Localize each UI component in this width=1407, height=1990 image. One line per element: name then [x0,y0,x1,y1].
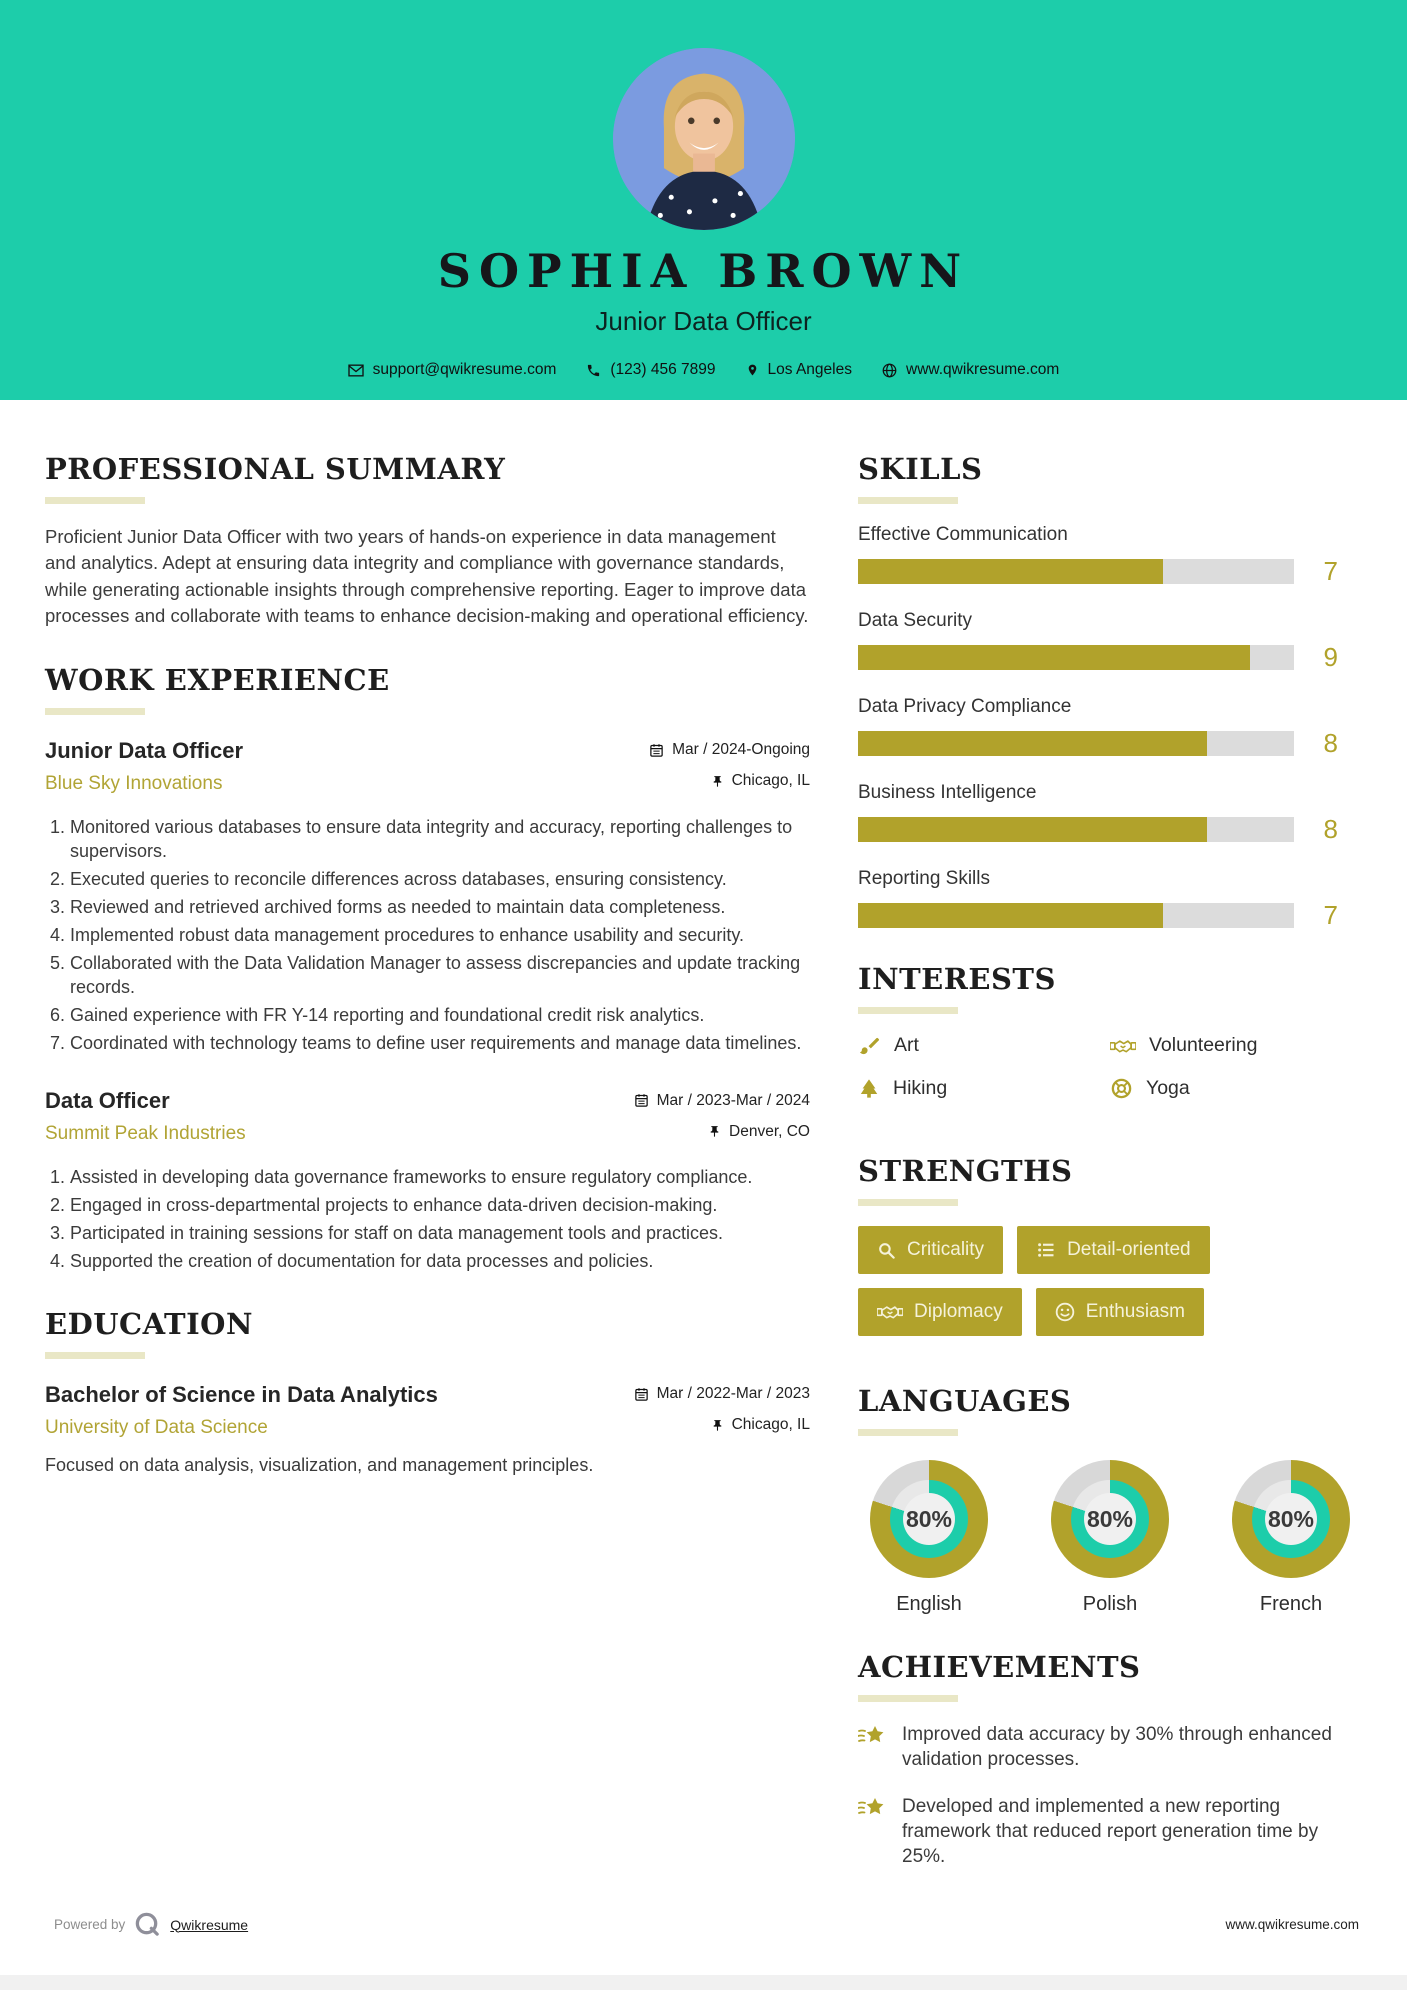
calendar-icon [634,1093,649,1108]
job-location [708,1123,810,1141]
section-summary [45,452,810,629]
achievement-text: Improved data accuracy by 30% through enhanced validation processes. [902,1724,1332,1771]
skill-value: 7 [1323,900,1338,930]
contact-website[interactable] [882,361,1059,379]
language-donut-chart [870,1460,988,1578]
strength-label: Diplomacy [914,1301,1003,1322]
magnifier-icon [877,1241,896,1260]
contact-location [746,361,852,379]
strength-badge-enthusiasm [1036,1288,1204,1336]
section-languages [858,1384,1362,1616]
job-bullet: 3. Reviewed and retrieved archived forms as needed to maintain data completeness. [70,895,810,919]
job-bullet-list [45,815,810,1056]
contact-location-text: Los Angeles [767,361,852,378]
contact-phone-text: (123) 456 7899 [610,361,716,378]
achievement-item [858,1722,1362,1773]
interest-item-yoga [1110,1077,1362,1100]
skill-item [858,696,1362,756]
strengths-heading: STRENGTHS [858,1154,1073,1188]
job-entry [45,735,810,1055]
strength-label: Detail-oriented [1067,1239,1191,1260]
language-label: French [1259,1593,1323,1615]
strength-badge-diplomacy [858,1288,1022,1336]
skill-item [858,610,1362,670]
globe-icon [882,363,897,378]
job-company: Blue Sky Innovations [45,772,223,794]
achievements-heading: ACHIEVEMENTS [858,1650,1141,1684]
skill-item [858,868,1362,928]
job-location [711,772,810,790]
list-icon [1036,1241,1056,1259]
wheel-icon [1110,1077,1133,1100]
interest-label: Volunteering [1149,1034,1258,1056]
job-bullet: 6. Gained experience with FR Y-14 reporting and foundational credit risk analytics. [70,1003,810,1027]
contact-email-text: support@qwikresume.com [372,361,557,378]
strength-label: Criticality [907,1239,985,1260]
strength-badge-detail-oriented [1017,1226,1210,1274]
skill-label: Effective Communication [858,524,1068,545]
job-location-text: Denver, CO [729,1122,810,1140]
skill-item [858,524,1362,584]
school-name: University of Data Science [45,1416,268,1438]
section-achievements [858,1650,1362,1869]
language-item-polish [1045,1460,1175,1616]
job-bullet-list [45,1165,810,1273]
skills-heading: SKILLS [858,452,983,486]
job-dates [634,1092,810,1110]
job-dates-text: Mar / 2023-Mar / 2024 [656,1091,810,1109]
education-location-text: Chicago, IL [731,1416,810,1434]
skill-bar [858,645,1294,670]
interests-heading: INTERESTS [858,962,1056,996]
skill-label: Data Privacy Compliance [858,696,1072,717]
skill-label: Data Security [858,610,973,631]
header [0,0,1407,400]
education-description: Focused on data analysis, visualization, and management principles. [45,1454,594,1475]
section-interests [858,962,1362,1120]
education-dates-text: Mar / 2022-Mar / 2023 [656,1385,810,1403]
contact-email[interactable] [348,361,557,379]
job-title: Data Officer [45,1088,170,1114]
interest-item-art [858,1034,1110,1057]
education-dates [634,1385,810,1403]
job-location-text: Chicago, IL [731,772,810,790]
summary-text: Proficient Junior Data Officer with two years of hands-on experience in data management and analytics. Adept at ensuring data integrity and compliance with governance standards, while generating actionable insights through comprehensive reporting. Eager to improve data processes and collaborate with teams to enhance decision-making and operational efficiency. [45,526,809,626]
skill-label: Business Intelligence [858,782,1037,803]
job-bullet: 1. Assisted in developing data governance frameworks to ensure regulatory compliance. [70,1165,810,1189]
smiley-icon [1055,1302,1075,1322]
skill-value: 8 [1323,814,1338,844]
contact-row [0,361,1407,379]
section-education [45,1307,810,1478]
language-item-french [1226,1460,1356,1616]
footer-website: www.qwikresume.com [1225,1917,1359,1932]
heading-underline [858,497,958,504]
skill-label: Reporting Skills [858,868,990,889]
heading-underline [858,1429,958,1436]
pushpin-icon [708,1124,721,1139]
pushpin-icon [711,774,724,789]
job-bullet: 4. Supported the creation of documentation for data processes and policies. [70,1249,810,1273]
job-bullet: 2. Engaged in cross-departmental projects to enhance data-driven decision-making. [70,1193,810,1217]
person-title: Junior Data Officer [595,306,812,336]
interest-item-volunteering [1110,1034,1362,1057]
skill-bar [858,731,1294,756]
tree-icon [858,1077,880,1100]
achievement-text: Developed and implemented a new reporting framework that reduced report generation time by 25%. [902,1795,1319,1868]
job-bullet: 7. Coordinated with technology teams to define user requirements and manage data timelines. [70,1031,810,1055]
job-entry [45,1086,810,1274]
job-company: Summit Peak Industries [45,1123,246,1145]
language-label: English [896,1593,962,1615]
calendar-icon [649,743,664,758]
location-pin-icon [746,362,759,378]
shooting-star-icon [858,1724,888,1750]
heading-underline [858,1007,958,1014]
section-skills [858,452,1362,928]
section-strengths [858,1154,1362,1350]
interest-label: Hiking [893,1077,948,1099]
footer [54,1911,1359,1938]
section-work-experience [45,663,810,1273]
language-donut-chart [1051,1460,1169,1578]
main-content [0,400,1407,1903]
contact-phone[interactable] [586,361,715,379]
skill-bar [858,559,1294,584]
handshake-icon [1110,1036,1136,1056]
education-location [711,1416,810,1434]
job-bullet: 5. Collaborated with the Data Validation Manager to assess discrepancies and update tracking records. [70,951,810,999]
education-heading: EDUCATION [45,1307,253,1342]
person-name: SOPHIA BROWN [437,244,970,298]
heading-underline [858,1199,958,1206]
skill-bar [858,817,1294,842]
job-bullet: 4. Implemented robust data management procedures to enhance usability and security. [70,923,810,947]
language-item-english [864,1460,994,1616]
job-bullet: 2. Executed queries to reconcile differences across databases, ensuring consistency. [70,867,810,891]
powered-by-label: Powered by [54,1917,126,1932]
paintbrush-icon [858,1034,881,1057]
summary-heading: PROFESSIONAL SUMMARY [45,452,506,486]
page-bottom-strip [0,1975,1407,1990]
language-label: Polish [1082,1593,1138,1615]
job-bullet: 1. Monitored various databases to ensure data integrity and accuracy, reporting challenges to supervisors. [70,815,810,863]
job-bullet: 3. Participated in training sessions for staff on data management tools and practices. [70,1221,810,1245]
pushpin-icon [711,1418,724,1433]
interest-label: Art [894,1034,919,1056]
job-title: Junior Data Officer [45,737,244,763]
language-donut-chart [1232,1460,1350,1578]
qwikresume-logo-icon [134,1911,161,1938]
right-column [858,452,1362,1903]
language-percent: 80% [1084,1493,1136,1545]
contact-website-text: www.qwikresume.com [906,361,1060,378]
languages-heading: LANGUAGES [858,1384,1072,1418]
degree-title: Bachelor of Science in Data Analytics [45,1381,438,1407]
heading-underline [45,1352,145,1359]
skill-value: 9 [1323,642,1338,672]
profile-photo [613,48,795,230]
left-column [45,452,810,1903]
heading-underline [45,497,145,504]
envelope-icon [348,364,364,377]
avatar-illustration [613,48,795,230]
heading-underline [858,1695,958,1702]
work-heading: WORK EXPERIENCE [45,663,390,698]
interest-item-hiking [858,1077,1110,1100]
achievement-item [858,1794,1362,1870]
calendar-icon [634,1387,649,1402]
language-percent: 80% [903,1493,955,1545]
strength-badge-criticality [858,1226,1003,1274]
skill-bar [858,903,1294,928]
interest-label: Yoga [1146,1077,1190,1099]
job-dates [649,741,810,759]
phone-icon [586,363,601,378]
shooting-star-icon [858,1796,888,1822]
handshake-icon [877,1302,903,1322]
skill-item [858,782,1362,842]
skill-value: 8 [1323,728,1338,758]
heading-underline [45,708,145,715]
language-percent: 80% [1265,1493,1317,1545]
skill-value: 7 [1323,556,1338,586]
qwikresume-link[interactable]: Qwikresume [170,1916,249,1933]
job-dates-text: Mar / 2024-Ongoing [672,741,810,759]
strength-label: Enthusiasm [1085,1301,1185,1322]
